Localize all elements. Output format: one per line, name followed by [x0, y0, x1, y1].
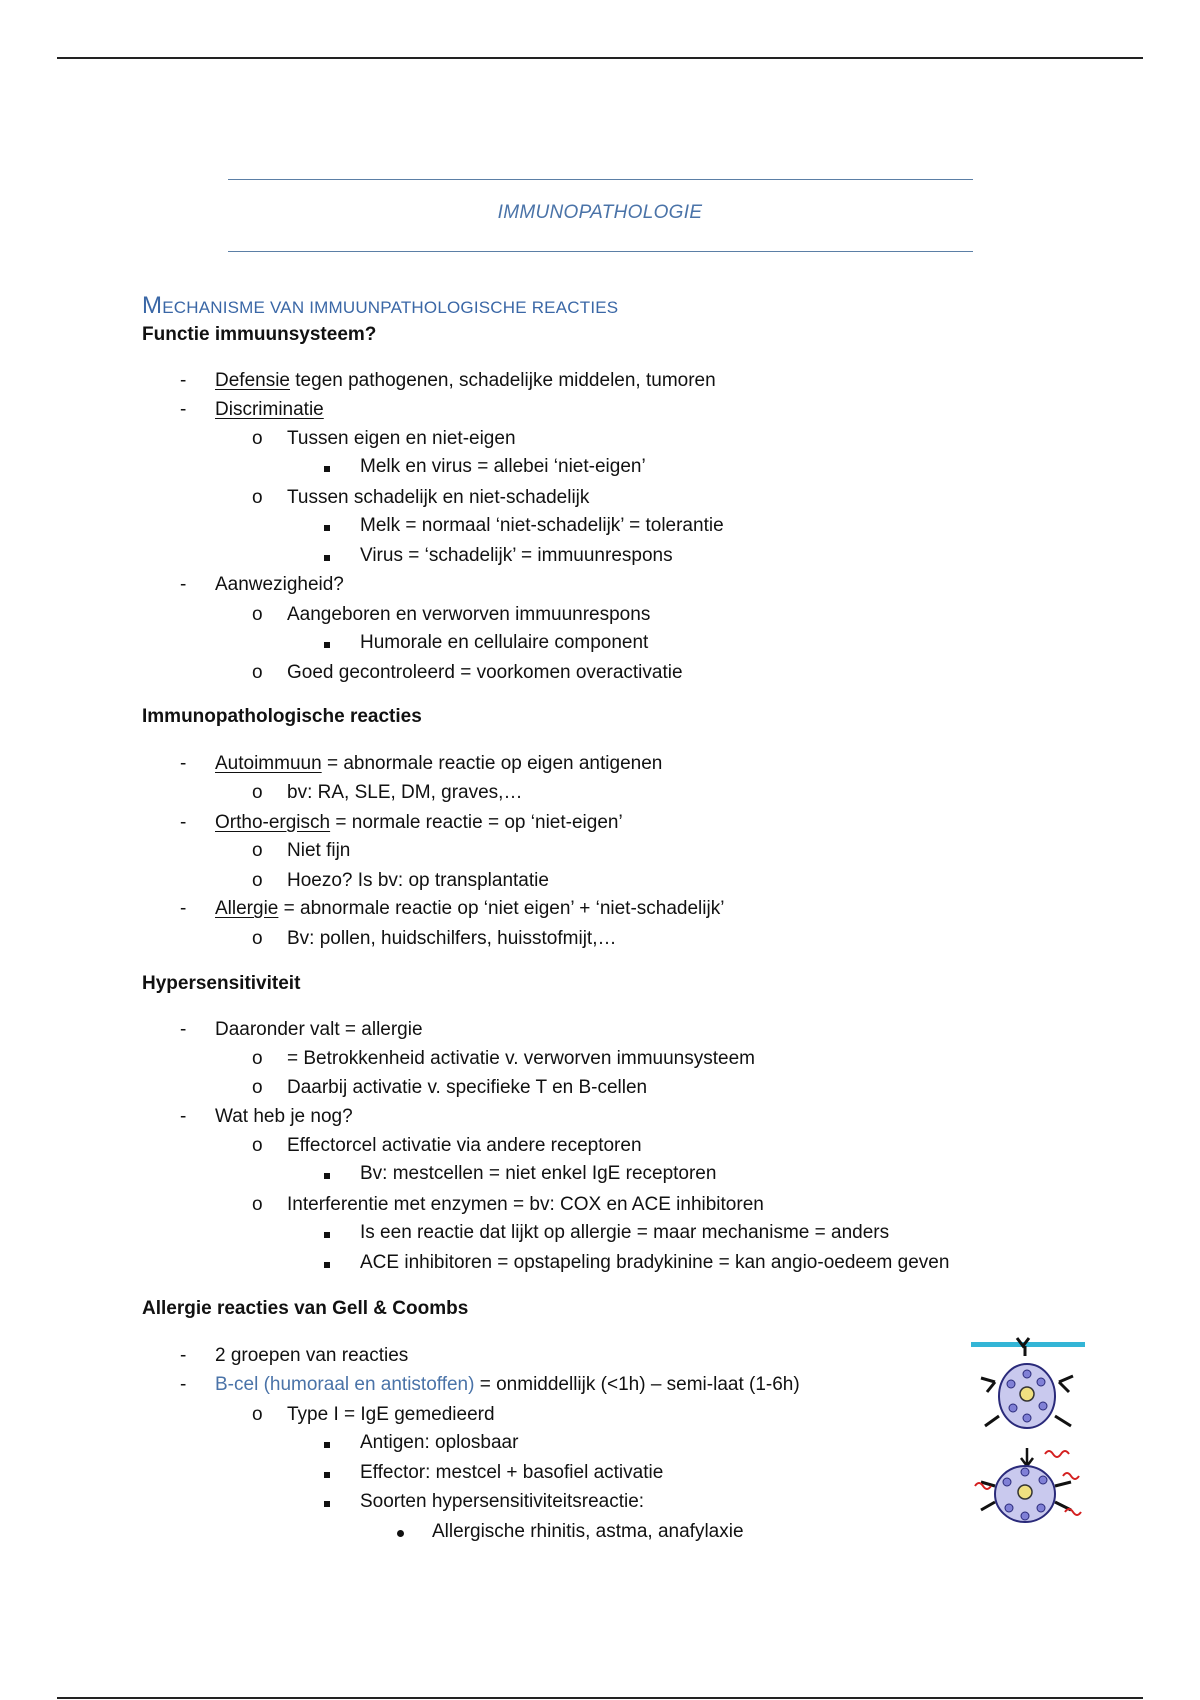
list-item: Tussen schadelijk en niet-schadelijk — [287, 487, 590, 508]
square-bullet — [324, 1462, 330, 1484]
dash-marker: - — [180, 1374, 187, 1395]
list-item: Effector: mestcel + basofiel activatie — [360, 1462, 664, 1483]
heading-hypersensitiviteit: Hypersensitiviteit — [142, 973, 301, 994]
list-item: Bv: mestcellen = niet enkel IgE receptoren — [360, 1163, 717, 1184]
list-item: Niet fijn — [287, 840, 351, 861]
list-item: Aanwezigheid? — [215, 574, 344, 595]
list-item: Defensie tegen pathogenen, schadelijke middelen, tumoren — [215, 370, 716, 391]
title-top-rule — [228, 179, 973, 180]
circle-marker: o — [252, 1048, 263, 1069]
list-item: Effectorcel activatie via andere receptoren — [287, 1135, 642, 1156]
title-bottom-rule — [228, 251, 973, 252]
square-bullet — [324, 1252, 330, 1274]
dash-marker: - — [180, 753, 187, 774]
page-top-rule — [57, 57, 1143, 59]
circle-marker: o — [252, 662, 263, 683]
list-item: Daaronder valt = allergie — [215, 1019, 423, 1040]
list-item: Is een reactie dat lijkt op allergie = maar mechanisme = anders — [360, 1222, 890, 1243]
list-item: Humorale en cellulaire component — [360, 632, 649, 653]
list-item: Melk = normaal ‘niet-schadelijk’ = tolerantie — [360, 515, 724, 536]
dash-marker: - — [180, 898, 187, 919]
list-item: Allergische rhinitis, astma, anafylaxie — [432, 1521, 744, 1542]
section-heading: MECHANISME VAN IMMUUNPATHOLOGISCHE REACTIES — [142, 292, 619, 319]
circle-marker: o — [252, 604, 263, 625]
square-bullet — [324, 545, 330, 567]
list-item: Soorten hypersensitiviteitsreactie: — [360, 1491, 645, 1512]
page-bottom-rule — [57, 1697, 1143, 1699]
dot-bullet — [397, 1521, 404, 1543]
list-item: ACE inhibitoren = opstapeling bradykinine = kan angio-oedeem geven — [360, 1252, 950, 1273]
square-bullet — [324, 632, 330, 654]
heading-immunopathologische: Immunopathologische reacties — [142, 706, 422, 727]
square-bullet — [324, 515, 330, 537]
circle-marker: o — [252, 1135, 263, 1156]
list-item: 2 groepen van reacties — [215, 1345, 409, 1366]
list-item: = Betrokkenheid activatie v. verworven immuunsysteem — [287, 1048, 755, 1069]
heading-gell-coombs: Allergie reacties van Gell & Coombs — [142, 1298, 469, 1319]
heading-functie: Functie immuunsysteem? — [142, 324, 377, 345]
circle-marker: o — [252, 840, 263, 861]
square-bullet — [324, 1432, 330, 1454]
list-item: Bv: pollen, huidschilfers, huisstofmijt,… — [287, 928, 617, 949]
dash-marker: - — [180, 370, 187, 391]
square-bullet — [324, 1491, 330, 1513]
square-bullet — [324, 456, 330, 478]
list-item: Aangeboren en verworven immuunrespons — [287, 604, 651, 625]
list-item: bv: RA, SLE, DM, graves,… — [287, 782, 523, 803]
document-title: IMMUNOPATHOLOGIE — [497, 202, 703, 223]
square-bullet — [324, 1222, 330, 1244]
circle-marker: o — [252, 1404, 263, 1425]
circle-marker: o — [252, 870, 263, 891]
circle-marker: o — [252, 782, 263, 803]
list-item: Type I = IgE gemedieerd — [287, 1404, 495, 1425]
circle-marker: o — [252, 928, 263, 949]
list-item: B-cel (humoraal en antistoffen) = onmiddellijk (<1h) – semi-laat (1-6h) — [215, 1374, 800, 1395]
mast-cell-illustration — [965, 1336, 1090, 1526]
circle-marker: o — [252, 1194, 263, 1215]
dash-marker: - — [180, 1019, 187, 1040]
list-item: Allergie = abnormale reactie op ‘niet eigen’ + ‘niet-schadelijk’ — [215, 898, 725, 919]
circle-marker: o — [252, 1077, 263, 1098]
list-item: Goed gecontroleerd = voorkomen overactivatie — [287, 662, 683, 683]
mast-cell-degranulation-icon — [965, 1336, 1090, 1526]
list-item: Tussen eigen en niet-eigen — [287, 428, 516, 449]
square-bullet — [324, 1163, 330, 1185]
list-item: Interferentie met enzymen = bv: COX en ACE inhibitoren — [287, 1194, 764, 1215]
list-item: Wat heb je nog? — [215, 1106, 353, 1127]
list-item: Autoimmuun = abnormale reactie op eigen antigenen — [215, 753, 663, 774]
dash-marker: - — [180, 399, 187, 420]
dash-marker: - — [180, 812, 187, 833]
dash-marker: - — [180, 1106, 187, 1127]
list-item: Discriminatie — [215, 399, 324, 420]
circle-marker: o — [252, 428, 263, 449]
list-item: Hoezo? Is bv: op transplantatie — [287, 870, 549, 891]
list-item: Daarbij activatie v. specifieke T en B-cellen — [287, 1077, 648, 1098]
dash-marker: - — [180, 1345, 187, 1366]
circle-marker: o — [252, 487, 263, 508]
list-item: Virus = ‘schadelijk’ = immuunrespons — [360, 545, 673, 566]
list-item: Ortho-ergisch = normale reactie = op ‘niet-eigen’ — [215, 812, 623, 833]
dash-marker: - — [180, 574, 187, 595]
list-item: Antigen: oplosbaar — [360, 1432, 519, 1453]
list-item: Melk en virus = allebei ‘niet-eigen’ — [360, 456, 646, 477]
